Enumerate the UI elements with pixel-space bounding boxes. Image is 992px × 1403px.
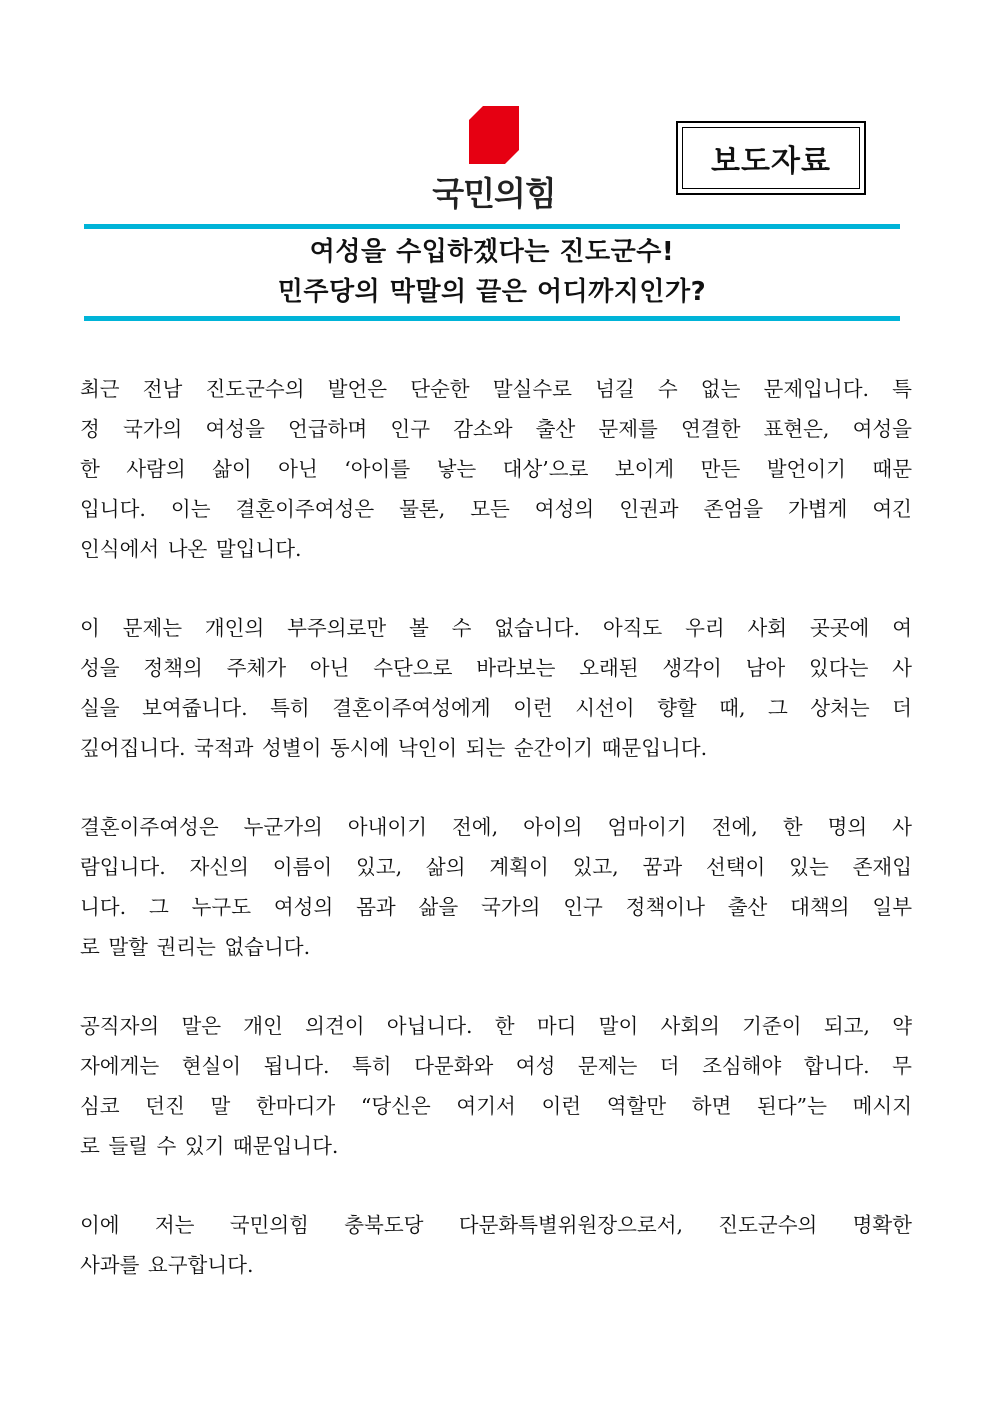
- paragraph-line: 로 들릴 수 있기 때문입니다.: [80, 1134, 339, 1158]
- party-logo-text: 국민의힘: [432, 174, 556, 213]
- paragraph-line: 람입니다. 자신의 이름이 있고, 삶의 계획이 있고, 꿈과 선택이 있는 존재입: [80, 855, 912, 879]
- party-logo-mark-icon: [469, 106, 519, 164]
- paragraph-line: 한 사람의 삶이 아닌 ‘아이를 낳는 대상’으로 보이게 만든 발언이기 때문: [80, 457, 912, 481]
- headline-line-2: 민주당의 막말의 끝은 어디까지인가?: [277, 277, 707, 307]
- paragraph-line: 정 국가의 여성을 언급하며 인구 감소와 출산 문제를 연결한 표현은, 여성을: [80, 417, 912, 441]
- paragraph-line: 실을 보여줍니다. 특히 결혼이주여성에게 이런 시선이 향할 때, 그 상처는 더: [80, 696, 912, 720]
- paragraph-line: 사과를 요구합니다.: [80, 1253, 254, 1277]
- paragraph-line: 이 문제는 개인의 부주의로만 볼 수 없습니다. 아직도 우리 사회 곳곳에 여: [80, 616, 912, 640]
- press-release-label: 보도자료: [682, 127, 860, 189]
- paragraph-line: 로 말할 권리는 없습니다.: [80, 935, 311, 959]
- press-release-badge: [676, 121, 866, 195]
- paragraph-3: [80, 807, 912, 967]
- paragraph-line: 결혼이주여성은 누군가의 아내이기 전에, 아이의 엄마이기 전에, 한 명의 사: [80, 815, 912, 839]
- headline-top-rule: [84, 224, 900, 229]
- paragraph-line: 심코 던진 말 한마디가 “당신은 여기서 이런 역할만 하면 된다”는 메시지: [80, 1094, 912, 1118]
- headline-bottom-rule: [84, 316, 900, 321]
- paragraph-line: 공직자의 말은 개인 의견이 아닙니다. 한 마디 말이 사회의 기준이 되고, 약: [80, 1014, 912, 1038]
- headline-line-1: 여성을 수입하겠다는 진도군수!: [309, 237, 675, 267]
- paragraph-line: 깊어집니다. 국적과 성별이 동시에 낙인이 되는 순간이기 때문입니다.: [80, 736, 708, 760]
- paragraph-line: 최근 전남 진도군수의 발언은 단순한 말실수로 넘길 수 없는 문제입니다. 특: [80, 377, 912, 401]
- paragraph-line: 인식에서 나온 말입니다.: [80, 537, 302, 561]
- headline: [84, 232, 900, 312]
- paragraph-line: 입니다. 이는 결혼이주여성은 물론, 모든 여성의 인권과 존엄을 가볍게 여긴: [80, 497, 912, 521]
- paragraph-4: [80, 1006, 912, 1166]
- paragraph-2: [80, 608, 912, 768]
- paragraph-line: 이에 저는 국민의힘 충북도당 다문화특별위원장으로서, 진도군수의 명확한: [80, 1213, 912, 1237]
- party-logo: [424, 104, 564, 220]
- article-body: [80, 369, 912, 1324]
- paragraph-line: 니다. 그 누구도 여성의 몸과 삶을 국가의 인구 정책이나 출산 대책의 일부: [80, 895, 912, 919]
- paragraph-1: [80, 369, 912, 569]
- paragraph-line: 자에게는 현실이 됩니다. 특히 다문화와 여성 문제는 더 조심해야 합니다. 무: [80, 1054, 912, 1078]
- paragraph-line: 성을 정책의 주체가 아닌 수단으로 바라보는 오래된 생각이 남아 있다는 사: [80, 656, 912, 680]
- paragraph-5: [80, 1205, 912, 1285]
